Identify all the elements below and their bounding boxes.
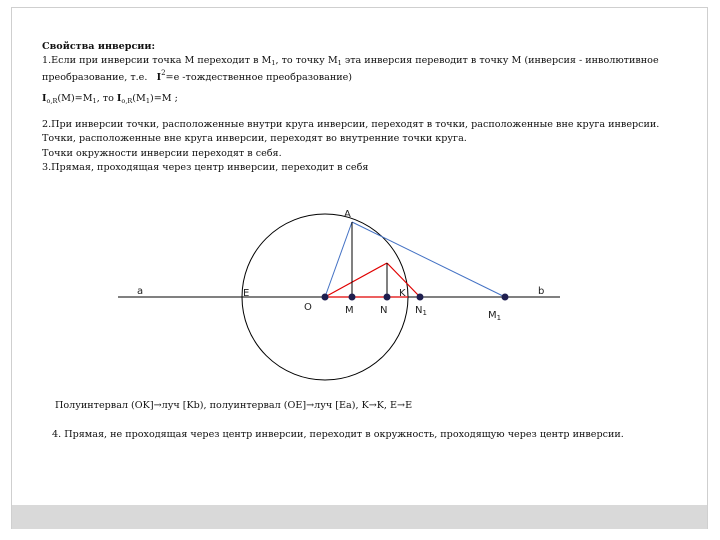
point-O — [322, 294, 329, 301]
property-4: 4. Прямая, не проходящая через центр инверсии, переходит в окружность, проходящую через центр инверсии. — [52, 429, 624, 440]
label-a: a — [137, 286, 144, 297]
label-M: M — [345, 305, 354, 316]
section-title: Свойства инверсии: — [42, 41, 156, 52]
label-N1: $N_1$ — [415, 305, 427, 317]
property-2-line-1: 2.При инверсии точки, расположенные внутри круга инверсии, переходят в точки, расположенные вне круга инверсии. — [42, 119, 660, 130]
segment-OA — [325, 222, 352, 297]
property-3: 3.Прямая, проходящая через центр инверсии, переходит в себя — [42, 162, 369, 173]
label-A: A — [344, 209, 351, 220]
mapping-statement: Полуинтервал (OK]→луч [Kb), полуинтервал (OE]→луч [Ea), K→K, E→E — [55, 400, 413, 411]
label-E: E — [243, 288, 250, 299]
point-M — [349, 294, 356, 301]
segment-O-top — [325, 263, 387, 297]
label-M1: $M_1$ — [488, 310, 502, 322]
point-N — [384, 294, 391, 301]
label-N: N — [380, 305, 388, 316]
label-O: O — [304, 302, 312, 313]
point-M1 — [502, 294, 509, 301]
tangent-A-M1 — [352, 222, 505, 297]
inversion-formula: $I_{o,R}(M)=M_1$, то $I_{o,R}(M_1)=M$ ; — [42, 93, 178, 105]
label-K: K — [399, 288, 406, 299]
point-N1 — [417, 294, 424, 301]
property-2-line-3: Точки окружности инверсии переходят в себя. — [42, 148, 282, 159]
property-2-line-2: Точки, расположенные вне круга инверсии, переходят во внутренние точки круга. — [42, 133, 467, 144]
label-b: b — [538, 286, 545, 297]
property-1-line-2: преобразование, т.е. $I^2=e$ -тождественное преобразование) — [42, 69, 353, 83]
property-1-line-1: 1.Если при инверсии точка М переходит в $М_1$, то точку $М_1$ эта инверсия переводит в точку М (инверсия - инволютивное — [42, 55, 659, 67]
